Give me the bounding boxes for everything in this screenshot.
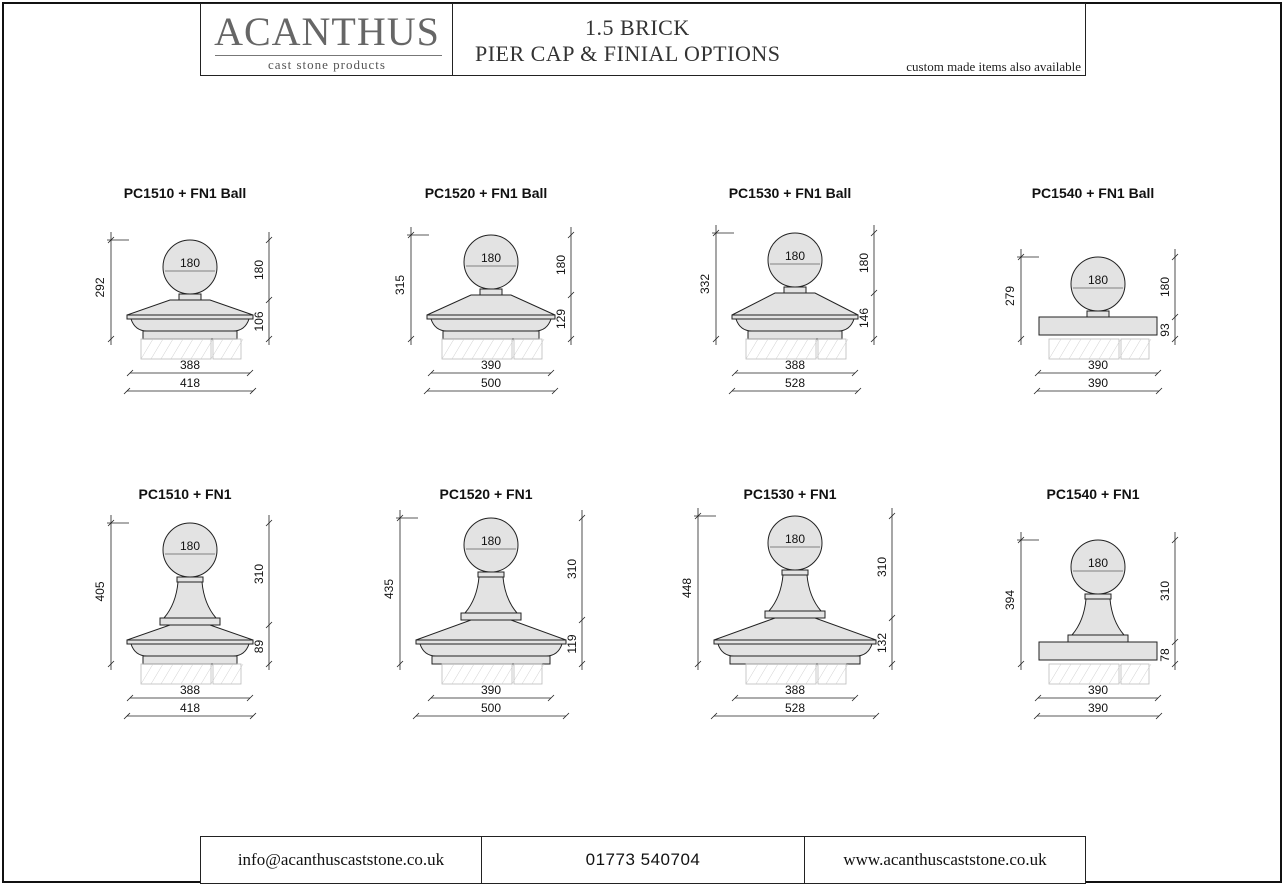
hatch-line [1049, 664, 1061, 684]
hatch-line [221, 339, 233, 359]
hatch-line [826, 664, 838, 684]
pier-brick [141, 339, 211, 359]
hatch-line [746, 339, 758, 359]
finial-stem [769, 575, 821, 611]
hatch-line [442, 339, 454, 359]
product-title: PC1520 + FN1 Ball [424, 185, 548, 201]
finial-collar [177, 577, 203, 582]
pier-cap-slope [127, 625, 253, 640]
pier-cap [1039, 317, 1157, 335]
total-height-label: 292 [93, 277, 107, 298]
hatch-line [766, 664, 778, 684]
hatch-line [1049, 339, 1061, 359]
ball-diameter-label: 180 [1087, 273, 1109, 287]
cap-height-label: 132 [875, 632, 889, 654]
finial-plinth [160, 618, 220, 625]
hatch-line [776, 339, 788, 359]
product-drawing [680, 486, 895, 719]
hatch-line [766, 339, 778, 359]
finial-neck [480, 289, 502, 295]
hatch-line [472, 339, 484, 359]
hatch-line [161, 339, 173, 359]
total-height-label: 394 [1003, 589, 1017, 611]
pier-cap-edge [427, 315, 555, 319]
product-drawing [393, 185, 574, 394]
footer [200, 836, 1086, 884]
outer-width-label: 528 [784, 701, 806, 715]
cap-height-label: 93 [1158, 323, 1172, 337]
hatch-line [482, 339, 494, 359]
brand-tagline: cast stone products [268, 57, 386, 72]
ball-diameter-label: 180 [784, 532, 806, 546]
hatch-line [181, 664, 193, 684]
ball-diameter-label: 180 [179, 539, 201, 553]
inner-width-label: 388 [784, 358, 806, 372]
product-drawing [1003, 185, 1178, 394]
product-title: PC1510 + FN1 Ball [123, 185, 247, 201]
finial-plinth [1068, 635, 1128, 642]
product-drawing [93, 185, 272, 394]
product-drawing [698, 185, 877, 394]
pier-brick [746, 339, 816, 359]
product-title: PC1540 + FN1 Ball [1031, 185, 1155, 201]
hatch-line [151, 664, 163, 684]
pier-cap-drip [736, 319, 854, 331]
total-height-label: 448 [680, 577, 694, 599]
hatch-line [472, 664, 484, 684]
pier-cap-edge [732, 315, 858, 319]
outer-width-label: 500 [480, 701, 502, 715]
hatch-line [1059, 339, 1071, 359]
total-height-label: 405 [93, 581, 107, 602]
outer-width-label: 390 [1087, 376, 1109, 390]
pier-cap-edge [127, 640, 253, 644]
total-height-label: 435 [382, 578, 396, 600]
pier-cap-slope [714, 618, 876, 640]
finial-height-label: 310 [875, 556, 889, 578]
cap-height-label: 78 [1158, 648, 1172, 662]
inner-width-label: 390 [480, 358, 502, 372]
finial-height-label: 180 [857, 252, 871, 274]
pier-cap-slope [127, 300, 253, 315]
finial-plinth [765, 611, 825, 618]
footer-email[interactable]: info@acanthuscaststone.co.uk [201, 837, 482, 883]
finial-stem [164, 582, 216, 618]
hatch-line [482, 664, 494, 684]
hatch-line [1059, 664, 1071, 684]
pier-cap-edge [127, 315, 253, 319]
hatch-line [796, 339, 808, 359]
pier-cap-slope [732, 293, 858, 315]
pier-cap-edge [416, 640, 566, 644]
outer-width-label: 528 [784, 376, 806, 390]
inner-width-label: 390 [1087, 683, 1109, 697]
pier-brick [442, 339, 512, 359]
brand-name: ACANTHUS [214, 9, 440, 54]
hatch-line [492, 339, 504, 359]
inner-width-label: 390 [480, 683, 502, 697]
hatch-line [796, 664, 808, 684]
inner-width-label: 390 [1087, 358, 1109, 372]
hatch-line [1069, 664, 1081, 684]
custom-note: custom made items also available [906, 59, 1081, 74]
pier-cap-drip [131, 644, 249, 656]
hatch-line [161, 664, 173, 684]
hatch-line [1089, 339, 1101, 359]
hatch-line [1099, 339, 1111, 359]
outer-width-label: 390 [1087, 701, 1109, 715]
hatch-line [522, 339, 534, 359]
outer-width-label: 418 [179, 376, 201, 390]
product-title: PC1540 + FN1 [1046, 486, 1140, 502]
cap-height-label: 119 [565, 634, 579, 654]
inner-width-label: 388 [179, 683, 201, 697]
pier-cap-edge [714, 640, 876, 644]
pier-cap-base [143, 331, 237, 339]
hatch-line [1129, 339, 1141, 359]
total-height-label: 332 [698, 273, 712, 295]
finial-neck [179, 294, 201, 300]
hatch-line [1079, 664, 1091, 684]
finial-collar [782, 570, 808, 575]
pier-brick [746, 664, 816, 684]
pier-cap-base [748, 331, 842, 339]
finial-height-label: 180 [554, 254, 568, 276]
finial-neck [784, 287, 806, 293]
hatch-line [492, 664, 504, 684]
product-drawing [1003, 486, 1178, 719]
pier-brick [1049, 339, 1119, 359]
pier-cap-drip [420, 644, 562, 656]
hatch-line [1069, 339, 1081, 359]
hatch-line [1079, 339, 1091, 359]
hatch-line [141, 664, 153, 684]
cap-height-label: 129 [554, 308, 568, 330]
finial-height-label: 180 [252, 259, 266, 281]
product-title: PC1510 + FN1 [138, 486, 232, 502]
footer-phone[interactable]: 01773 540704 [482, 837, 805, 883]
ball-diameter-label: 180 [480, 534, 502, 548]
total-height-label: 315 [393, 274, 407, 296]
hatch-line [191, 339, 203, 359]
product-drawing [382, 486, 585, 719]
cap-height-label: 89 [252, 639, 266, 654]
hatch-line [746, 664, 758, 684]
pier-brick [141, 664, 211, 684]
hatch-line [522, 664, 534, 684]
hatch-line [462, 339, 474, 359]
pier-cap-drip [718, 644, 872, 656]
finial-collar [478, 572, 504, 577]
pier-brick [1049, 664, 1119, 684]
pier-cap-base [730, 656, 860, 664]
ball-diameter-label: 180 [480, 251, 502, 265]
hatch-line [442, 664, 454, 684]
finial-stem [465, 577, 517, 613]
finial-height-label: 180 [1158, 276, 1172, 298]
pier-cap-drip [431, 319, 551, 331]
pier-cap-slope [416, 620, 566, 640]
ball-diameter-label: 180 [1087, 556, 1109, 570]
title-line-1: 1.5 BRICK [585, 15, 690, 40]
product-title: PC1520 + FN1 [439, 486, 533, 502]
finial-collar [1085, 594, 1111, 599]
outer-width-label: 418 [179, 701, 201, 715]
ball-diameter-label: 180 [179, 256, 201, 270]
hatch-line [181, 339, 193, 359]
hatch-line [171, 339, 183, 359]
hatch-line [191, 664, 203, 684]
product-title: PC1530 + FN1 [743, 486, 837, 502]
hatch-line [756, 664, 768, 684]
hatch-line [462, 664, 474, 684]
hatch-line [1089, 664, 1101, 684]
pier-cap-drip [131, 319, 249, 331]
pier-cap [1039, 642, 1157, 660]
pier-cap-base [432, 656, 550, 664]
pier-cap-slope [427, 295, 555, 315]
hatch-line [786, 339, 798, 359]
hatch-line [141, 339, 153, 359]
hatch-line [1129, 664, 1141, 684]
hatch-line [826, 339, 838, 359]
product-title: PC1530 + FN1 Ball [728, 185, 852, 201]
hatch-line [452, 339, 464, 359]
title-line-2: PIER CAP & FINIAL OPTIONS [475, 41, 781, 66]
finial-stem [1072, 599, 1124, 635]
hatch-line [151, 339, 163, 359]
finial-plinth [461, 613, 521, 620]
finial-height-label: 310 [565, 558, 579, 580]
outer-width-label: 500 [480, 376, 502, 390]
hatch-line [776, 664, 788, 684]
ball-diameter-label: 180 [784, 249, 806, 263]
cap-height-label: 106 [252, 311, 266, 332]
pier-cap-base [443, 331, 539, 339]
hatch-line [452, 664, 464, 684]
inner-width-label: 388 [179, 358, 201, 372]
footer-website[interactable]: www.acanthuscaststone.co.uk [843, 850, 1047, 869]
cap-height-label: 146 [857, 307, 871, 329]
hatch-line [756, 339, 768, 359]
finial-height-label: 310 [252, 563, 266, 585]
hatch-line [786, 664, 798, 684]
hatch-line [1099, 664, 1111, 684]
pier-brick [442, 664, 512, 684]
hatch-line [221, 664, 233, 684]
finial-neck [1087, 311, 1109, 317]
finial-height-label: 310 [1158, 580, 1172, 602]
hatch-line [171, 664, 183, 684]
pier-cap-base [143, 656, 237, 664]
total-height-label: 279 [1003, 285, 1017, 307]
product-drawing [93, 486, 272, 719]
inner-width-label: 388 [784, 683, 806, 697]
